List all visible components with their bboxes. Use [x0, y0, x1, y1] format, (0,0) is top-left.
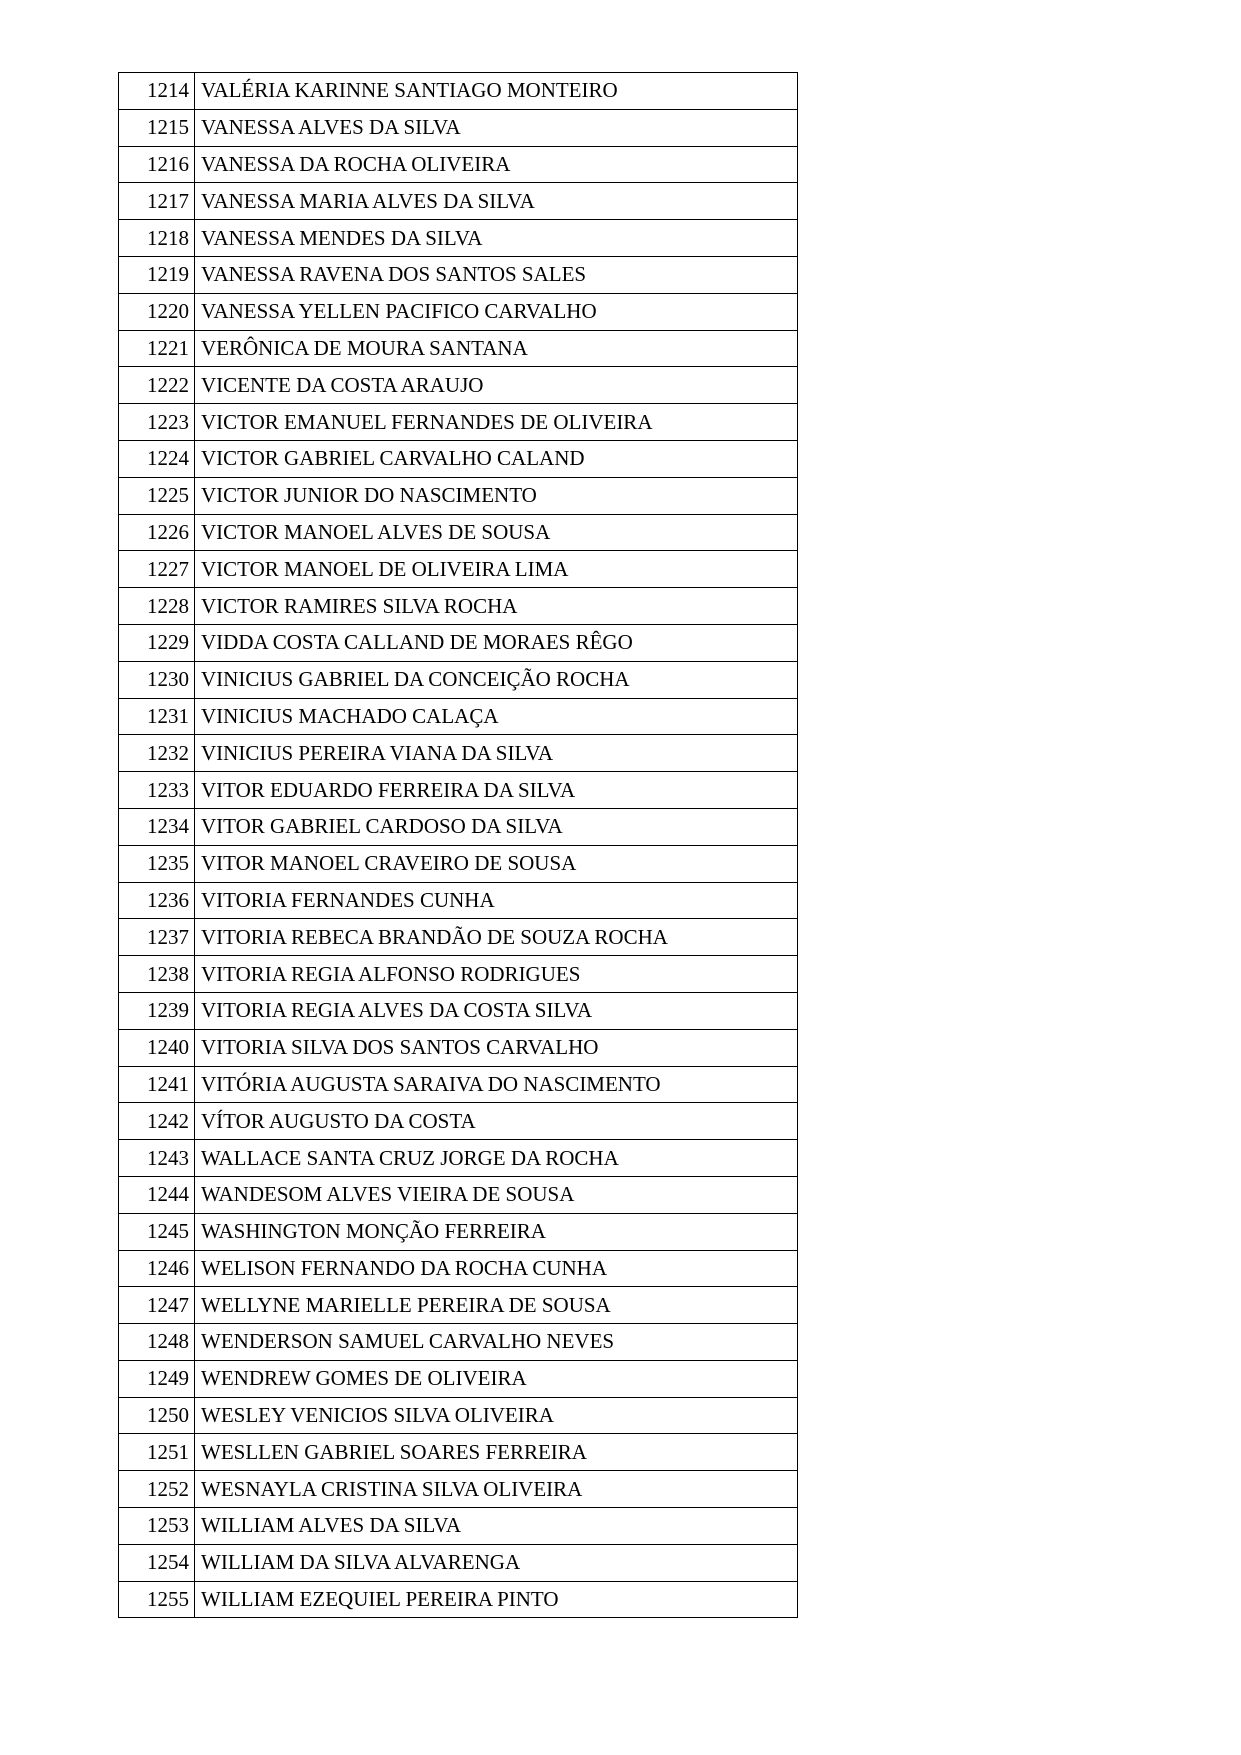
table-row — [119, 330, 798, 367]
table-row — [119, 1103, 798, 1140]
row-number: 1216 — [119, 146, 195, 183]
row-name: VITOR MANOEL CRAVEIRO DE SOUSA — [195, 845, 798, 882]
row-number: 1218 — [119, 220, 195, 257]
row-number: 1255 — [119, 1581, 195, 1618]
row-number: 1227 — [119, 551, 195, 588]
row-number: 1239 — [119, 992, 195, 1029]
row-name: VITORIA FERNANDES CUNHA — [195, 882, 798, 919]
row-name: VERÔNICA DE MOURA SANTANA — [195, 330, 798, 367]
table-row — [119, 992, 798, 1029]
table-row — [119, 1544, 798, 1581]
row-number: 1225 — [119, 477, 195, 514]
row-name: WALLACE SANTA CRUZ JORGE DA ROCHA — [195, 1140, 798, 1177]
table-row — [119, 367, 798, 404]
table-row — [119, 1066, 798, 1103]
row-name: VICENTE DA COSTA ARAUJO — [195, 367, 798, 404]
row-number: 1252 — [119, 1471, 195, 1508]
row-name: VITÓRIA AUGUSTA SARAIVA DO NASCIMENTO — [195, 1066, 798, 1103]
table-row — [119, 256, 798, 293]
row-name: VANESSA RAVENA DOS SANTOS SALES — [195, 256, 798, 293]
table-row — [119, 73, 798, 110]
row-number: 1229 — [119, 624, 195, 661]
table-row — [119, 1140, 798, 1177]
table-row — [119, 551, 798, 588]
row-number: 1233 — [119, 772, 195, 809]
table-row — [119, 1471, 798, 1508]
row-number: 1242 — [119, 1103, 195, 1140]
row-name: VICTOR JUNIOR DO NASCIMENTO — [195, 477, 798, 514]
table-row — [119, 220, 798, 257]
row-number: 1241 — [119, 1066, 195, 1103]
row-name: VINICIUS GABRIEL DA CONCEIÇÃO ROCHA — [195, 661, 798, 698]
table-row — [119, 1508, 798, 1545]
row-name: VICTOR RAMIRES SILVA ROCHA — [195, 588, 798, 625]
table-row — [119, 1434, 798, 1471]
row-number: 1237 — [119, 919, 195, 956]
row-number: 1230 — [119, 661, 195, 698]
row-number: 1247 — [119, 1287, 195, 1324]
row-name: VANESSA ALVES DA SILVA — [195, 109, 798, 146]
table-row — [119, 845, 798, 882]
table-row — [119, 772, 798, 809]
row-number: 1221 — [119, 330, 195, 367]
row-name: WANDESOM ALVES VIEIRA DE SOUSA — [195, 1176, 798, 1213]
row-name: VICTOR MANOEL ALVES DE SOUSA — [195, 514, 798, 551]
row-number: 1244 — [119, 1176, 195, 1213]
row-name: VIDDA COSTA CALLAND DE MORAES RÊGO — [195, 624, 798, 661]
table-row — [119, 1397, 798, 1434]
row-number: 1249 — [119, 1360, 195, 1397]
row-name: VANESSA MENDES DA SILVA — [195, 220, 798, 257]
row-number: 1235 — [119, 845, 195, 882]
row-number: 1219 — [119, 256, 195, 293]
table-row — [119, 1287, 798, 1324]
row-name: WENDERSON SAMUEL CARVALHO NEVES — [195, 1324, 798, 1361]
table-row — [119, 1581, 798, 1618]
row-number: 1253 — [119, 1508, 195, 1545]
row-name: VICTOR EMANUEL FERNANDES DE OLIVEIRA — [195, 404, 798, 441]
row-number: 1254 — [119, 1544, 195, 1581]
row-name: VICTOR MANOEL DE OLIVEIRA LIMA — [195, 551, 798, 588]
table-row — [119, 293, 798, 330]
table-row — [119, 588, 798, 625]
table-row — [119, 404, 798, 441]
row-number: 1214 — [119, 73, 195, 110]
row-number: 1234 — [119, 808, 195, 845]
names-table — [118, 72, 798, 1618]
row-name: VITORIA SILVA DOS SANTOS CARVALHO — [195, 1029, 798, 1066]
row-name: VALÉRIA KARINNE SANTIAGO MONTEIRO — [195, 73, 798, 110]
names-table-body — [119, 73, 798, 1618]
table-row — [119, 919, 798, 956]
table-row — [119, 1176, 798, 1213]
table-row — [119, 146, 798, 183]
table-row — [119, 882, 798, 919]
row-name: VANESSA DA ROCHA OLIVEIRA — [195, 146, 798, 183]
row-name: VITORIA REGIA ALFONSO RODRIGUES — [195, 956, 798, 993]
row-number: 1232 — [119, 735, 195, 772]
row-number: 1250 — [119, 1397, 195, 1434]
table-row — [119, 698, 798, 735]
table-row — [119, 735, 798, 772]
row-number: 1246 — [119, 1250, 195, 1287]
row-name: VINICIUS MACHADO CALAÇA — [195, 698, 798, 735]
row-name: WILLIAM EZEQUIEL PEREIRA PINTO — [195, 1581, 798, 1618]
row-number: 1222 — [119, 367, 195, 404]
row-name: WILLIAM DA SILVA ALVARENGA — [195, 1544, 798, 1581]
row-number: 1236 — [119, 882, 195, 919]
row-name: VITOR EDUARDO FERREIRA DA SILVA — [195, 772, 798, 809]
row-name: WESNAYLA CRISTINA SILVA OLIVEIRA — [195, 1471, 798, 1508]
table-row — [119, 440, 798, 477]
row-number: 1245 — [119, 1213, 195, 1250]
table-row — [119, 661, 798, 698]
row-number: 1223 — [119, 404, 195, 441]
row-name: WASHINGTON MONÇÃO FERREIRA — [195, 1213, 798, 1250]
row-name: WILLIAM ALVES DA SILVA — [195, 1508, 798, 1545]
row-name: WENDREW GOMES DE OLIVEIRA — [195, 1360, 798, 1397]
table-row — [119, 808, 798, 845]
row-number: 1226 — [119, 514, 195, 551]
row-name: VANESSA YELLEN PACIFICO CARVALHO — [195, 293, 798, 330]
row-name: VITORIA REGIA ALVES DA COSTA SILVA — [195, 992, 798, 1029]
table-row — [119, 1360, 798, 1397]
row-number: 1251 — [119, 1434, 195, 1471]
row-name: VINICIUS PEREIRA VIANA DA SILVA — [195, 735, 798, 772]
table-row — [119, 514, 798, 551]
table-row — [119, 183, 798, 220]
row-number: 1215 — [119, 109, 195, 146]
table-row — [119, 1250, 798, 1287]
row-number: 1217 — [119, 183, 195, 220]
table-row — [119, 956, 798, 993]
row-name: VITORIA REBECA BRANDÃO DE SOUZA ROCHA — [195, 919, 798, 956]
table-row — [119, 1324, 798, 1361]
table-row — [119, 109, 798, 146]
row-number: 1228 — [119, 588, 195, 625]
table-row — [119, 1213, 798, 1250]
row-name: WESLLEN GABRIEL SOARES FERREIRA — [195, 1434, 798, 1471]
row-name: WELISON FERNANDO DA ROCHA CUNHA — [195, 1250, 798, 1287]
row-name: VITOR GABRIEL CARDOSO DA SILVA — [195, 808, 798, 845]
row-number: 1248 — [119, 1324, 195, 1361]
table-row — [119, 624, 798, 661]
row-number: 1224 — [119, 440, 195, 477]
table-row — [119, 477, 798, 514]
row-number: 1220 — [119, 293, 195, 330]
row-name: WELLYNE MARIELLE PEREIRA DE SOUSA — [195, 1287, 798, 1324]
table-row — [119, 1029, 798, 1066]
row-name: VÍTOR AUGUSTO DA COSTA — [195, 1103, 798, 1140]
row-name: VICTOR GABRIEL CARVALHO CALAND — [195, 440, 798, 477]
row-name: VANESSA MARIA ALVES DA SILVA — [195, 183, 798, 220]
row-number: 1243 — [119, 1140, 195, 1177]
row-name: WESLEY VENICIOS SILVA OLIVEIRA — [195, 1397, 798, 1434]
row-number: 1240 — [119, 1029, 195, 1066]
row-number: 1231 — [119, 698, 195, 735]
row-number: 1238 — [119, 956, 195, 993]
